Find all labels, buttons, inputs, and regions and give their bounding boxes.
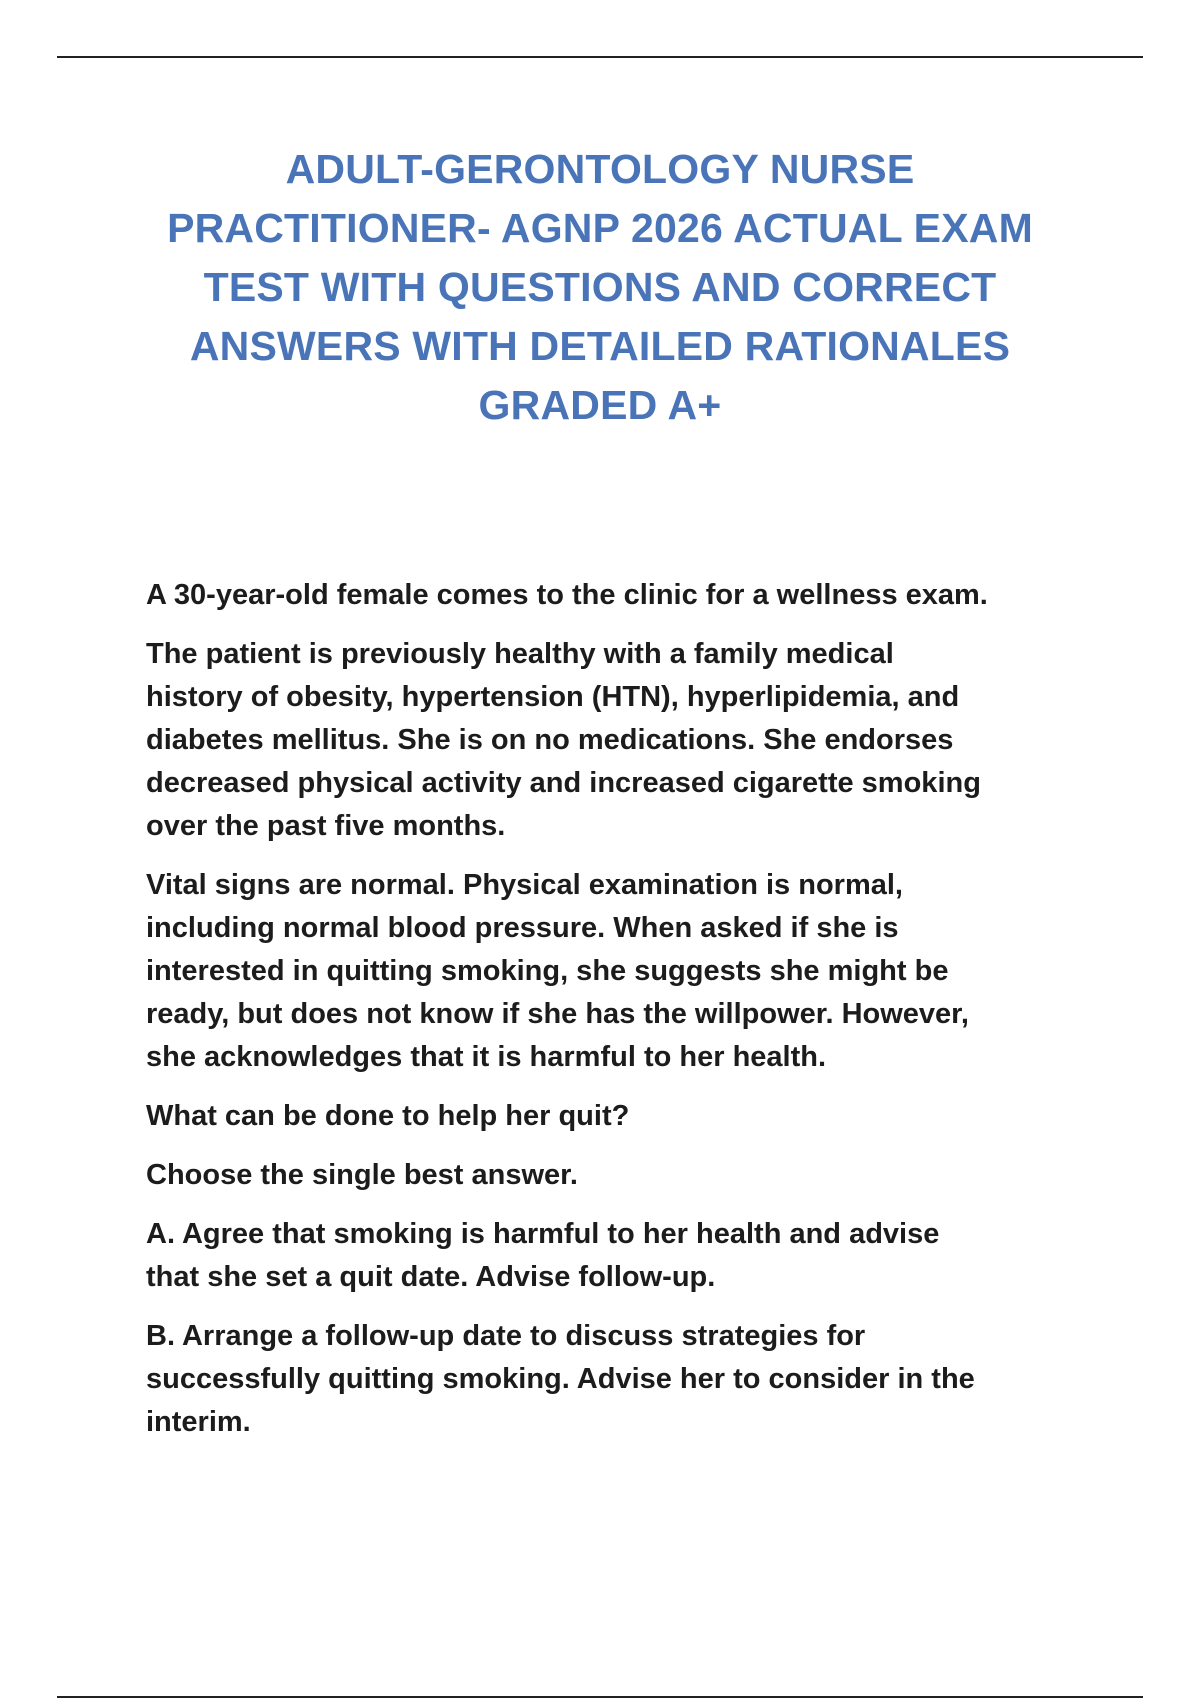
text-line: Vital signs are normal. Physical examination is normal, <box>146 869 903 901</box>
bottom-divider <box>57 1696 1143 1698</box>
question-exam <box>146 864 1146 1079</box>
text-line: The patient is previously healthy with a family medical <box>146 638 894 670</box>
question-prompt <box>146 1095 1146 1138</box>
top-divider <box>57 56 1143 58</box>
title-line: PRACTITIONER- AGNP 2026 ACTUAL EXAM <box>167 205 1033 251</box>
answer-instruction <box>146 1154 1146 1197</box>
answer-option-a <box>146 1213 1146 1299</box>
text-line: A. Agree that smoking is harmful to her health and advise <box>146 1218 940 1250</box>
question-intro <box>146 574 1146 617</box>
text-line: successfully quitting smoking. Advise her to consider in the <box>146 1363 975 1395</box>
text-line: history of obesity, hypertension (HTN), hyperlipidemia, and <box>146 681 960 713</box>
title-line: TEST WITH QUESTIONS AND CORRECT <box>203 264 997 310</box>
text-line: ready, but does not know if she has the willpower. However, <box>146 998 969 1030</box>
text-line: interim. <box>146 1406 251 1438</box>
text-line: including normal blood pressure. When asked if she is <box>146 912 899 944</box>
text-line: that she set a quit date. Advise follow-up. <box>146 1261 716 1293</box>
title-line: GRADED A+ <box>478 382 722 428</box>
title-line: ADULT-GERONTOLOGY NURSE <box>285 146 915 192</box>
document-title <box>120 140 1080 435</box>
text-line: she acknowledges that it is harmful to her health. <box>146 1041 827 1073</box>
text-line: What can be done to help her quit? <box>146 1100 630 1132</box>
question-history <box>146 633 1146 848</box>
text-line: diabetes mellitus. She is on no medications. She endorses <box>146 724 954 756</box>
text-line: over the past five months. <box>146 810 506 842</box>
answer-option-b <box>146 1315 1146 1444</box>
question-body <box>146 574 1146 1460</box>
text-line: Choose the single best answer. <box>146 1159 578 1191</box>
text-line: interested in quitting smoking, she suggests she might be <box>146 955 949 987</box>
text-line: A 30-year-old female comes to the clinic for a wellness exam. <box>146 579 988 611</box>
text-line: B. Arrange a follow-up date to discuss strategies for <box>146 1320 866 1352</box>
title-line: ANSWERS WITH DETAILED RATIONALES <box>189 323 1011 369</box>
text-line: decreased physical activity and increased cigarette smoking <box>146 767 981 799</box>
